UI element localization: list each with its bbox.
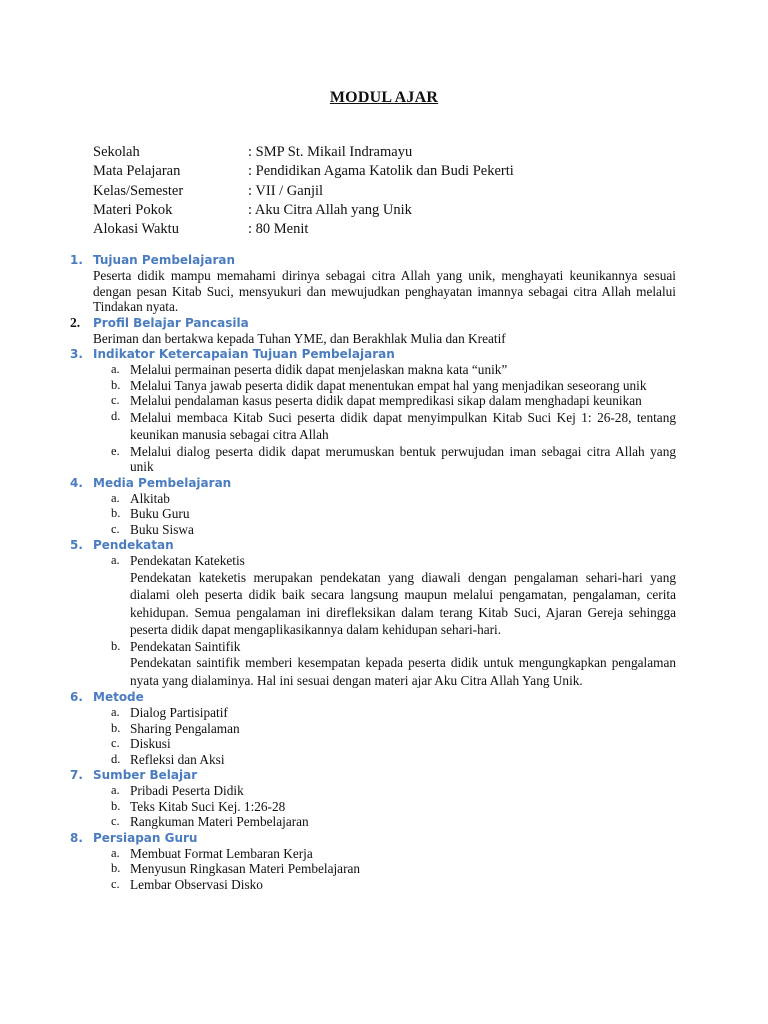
item-text: Membuat Format Lembaran Kerja <box>130 845 313 861</box>
item-text: Teks Kitab Suci Kej. 1:26-28 <box>130 798 286 814</box>
item-text: Buku Guru <box>130 506 190 521</box>
section-number: 5. <box>70 538 83 552</box>
identity-label: Alokasi Waktu <box>93 221 179 238</box>
item-text: Menyusun Ringkasan Materi Pembelajaran <box>130 861 361 876</box>
section-number: 3. <box>70 347 83 361</box>
item-text: Refleksi dan Aksi <box>130 751 225 767</box>
section-heading: Sumber Belajar <box>93 768 198 782</box>
item-text: Pribadi Peserta Didik <box>130 783 244 798</box>
section-media-pembelajaran <box>66 475 676 538</box>
list-item <box>93 444 676 475</box>
item-text: Dialog Partisipatif <box>130 705 228 720</box>
item-text: Melalui dialog peserta didik dapat merumuskan bentuk perwujudan iman sebagai citra Allah yang unik <box>130 443 676 474</box>
item-letter: c. <box>111 876 120 891</box>
section-heading: Tujuan Pembelajaran <box>93 253 236 267</box>
item-letter: b. <box>111 861 121 875</box>
item-list <box>93 783 676 830</box>
list-item <box>93 783 676 799</box>
item-list <box>93 491 676 538</box>
item-letter: d. <box>111 408 121 423</box>
item-letter: c. <box>111 736 120 750</box>
page-title: MODUL AJAR <box>329 89 439 106</box>
list-item <box>93 393 676 409</box>
section-number: 8. <box>70 830 83 845</box>
section-pendekatan <box>66 537 676 689</box>
item-letter: b. <box>111 798 121 813</box>
list-item <box>93 877 676 893</box>
list-item <box>93 799 676 815</box>
section-persiapan-guru <box>66 830 676 893</box>
item-list <box>93 705 676 767</box>
list-item <box>93 861 676 877</box>
list-item <box>93 409 676 444</box>
item-text: Buku Siswa <box>130 521 194 537</box>
item-letter: e. <box>111 443 120 458</box>
item-list <box>93 846 676 893</box>
list-item <box>93 721 676 737</box>
identity-value: : SMP St. Mikail Indramayu <box>248 144 413 160</box>
section-paragraph: Peserta didik mampu memahami dirinya sebagai citra Allah yang unik, menghayati keunikannya sesuai dengan pesan Kitab Suci, mensyukuri dan mewujudkan penghayatan imannya sebagai citra Allah melalui Tindakan nyata. <box>93 268 676 314</box>
section-number: 4. <box>70 475 83 490</box>
section-heading: Metode <box>93 690 144 704</box>
item-letter: c. <box>111 393 120 407</box>
sections-list <box>66 252 676 892</box>
item-text: Pendekatan Saintifik <box>130 638 241 654</box>
list-item <box>93 362 676 378</box>
list-item <box>93 553 676 639</box>
list-item <box>93 752 676 768</box>
item-letter: c. <box>111 521 120 536</box>
item-text: Alkitab <box>130 490 170 506</box>
list-item <box>93 736 676 752</box>
item-letter: b. <box>111 377 121 392</box>
list-item <box>93 639 676 690</box>
identity-value: : Aku Citra Allah yang Unik <box>248 201 412 218</box>
identity-label: Materi Pokok <box>93 201 173 218</box>
item-letter: c. <box>111 814 120 828</box>
identity-value: : Pendidikan Agama Katolik dan Budi Pekerti <box>248 163 514 180</box>
identity-label: Kelas/Semester <box>93 182 184 199</box>
section-number: 1. <box>70 253 83 267</box>
item-body: Pendekatan saintifik memberi kesempatan kepada peserta didik untuk mengungkapkan pengalaman nyata yang dialaminya. Hal ini sesuai dengan materi ajar Aku Citra Allah Yang Unik. <box>130 655 676 688</box>
section-heading: Persiapan Guru <box>93 830 198 845</box>
list-item <box>93 491 676 507</box>
section-number: 6. <box>70 690 83 704</box>
item-body: Pendekatan kateketis merupakan pendekatan yang diawali dengan pengalaman sehari-hari yang dialami oleh peserta didik baik secara langsung maupun melalui pengamatan, pengalaman, cerita kehidupan. Semua pengalaman ini direfleksikan dalam terang Kitab Suci, Ajaran Gereja sehingga peserta didik dapat mengaplikasikannya dalam kehidupan sehari-hari. <box>130 569 676 637</box>
item-letter: a. <box>111 845 120 860</box>
list-item <box>93 378 676 394</box>
item-letter: a. <box>111 783 120 797</box>
item-text: Melalui permainan peserta didik dapat menjelaskan makna kata “unik” <box>130 362 508 377</box>
item-text: Melalui pendalaman kasus peserta didik dapat mempredikasi sikap dalam menghadapi keunikan <box>130 393 642 408</box>
list-item <box>93 506 676 522</box>
section-profil-belajar <box>66 315 676 347</box>
section-heading: Profil Belajar Pancasila <box>93 315 249 330</box>
section-paragraph: Beriman dan bertakwa kepada Tuhan YME, dan Berakhlak Mulia dan Kreatif <box>93 330 506 346</box>
identity-value: : 80 Menit <box>248 221 309 238</box>
section-metode <box>66 689 676 767</box>
item-letter: a. <box>111 490 120 505</box>
item-text: Melalui membaca Kitab Suci peserta didik dapat menyimpulkan Kitab Suci Kej 1: 26-28, tentang keunikan manusia sebagai citra Allah <box>130 409 676 442</box>
section-heading: Pendekatan <box>93 538 174 552</box>
item-text: Melalui Tanya jawab peserta didik dapat menentukan empat hal yang menjadikan seseorang unik <box>130 377 647 393</box>
item-text: Lembar Observasi Disko <box>130 876 263 892</box>
item-letter: b. <box>111 506 121 520</box>
item-text: Pendekatan Kateketis <box>130 553 245 568</box>
item-letter: b. <box>111 720 121 735</box>
item-text: Rangkuman Materi Pembelajaran <box>130 814 309 829</box>
section-tujuan-pembelajaran <box>66 252 676 315</box>
section-sumber-belajar <box>66 767 676 830</box>
identity-label: Mata Pelajaran <box>93 163 181 180</box>
section-indikator <box>66 346 676 475</box>
section-heading: Indikator Ketercapaian Tujuan Pembelajaran <box>93 347 395 361</box>
section-number: 7. <box>70 768 83 782</box>
list-item <box>93 814 676 830</box>
item-letter: a. <box>111 362 120 376</box>
list-item <box>93 705 676 721</box>
item-text: Diskusi <box>130 736 171 751</box>
item-letter: a. <box>111 705 120 719</box>
list-item <box>93 522 676 538</box>
section-number: 2. <box>70 314 81 330</box>
item-list <box>93 553 676 689</box>
identity-value: : VII / Ganjil <box>248 182 324 199</box>
section-heading: Media Pembelajaran <box>93 475 232 490</box>
item-list <box>93 362 676 475</box>
item-text: Sharing Pengalaman <box>130 720 240 736</box>
item-letter: a. <box>111 553 120 567</box>
item-letter: b. <box>111 638 121 653</box>
identity-label: Sekolah <box>93 144 140 160</box>
item-letter: d. <box>111 751 121 766</box>
list-item <box>93 846 676 862</box>
